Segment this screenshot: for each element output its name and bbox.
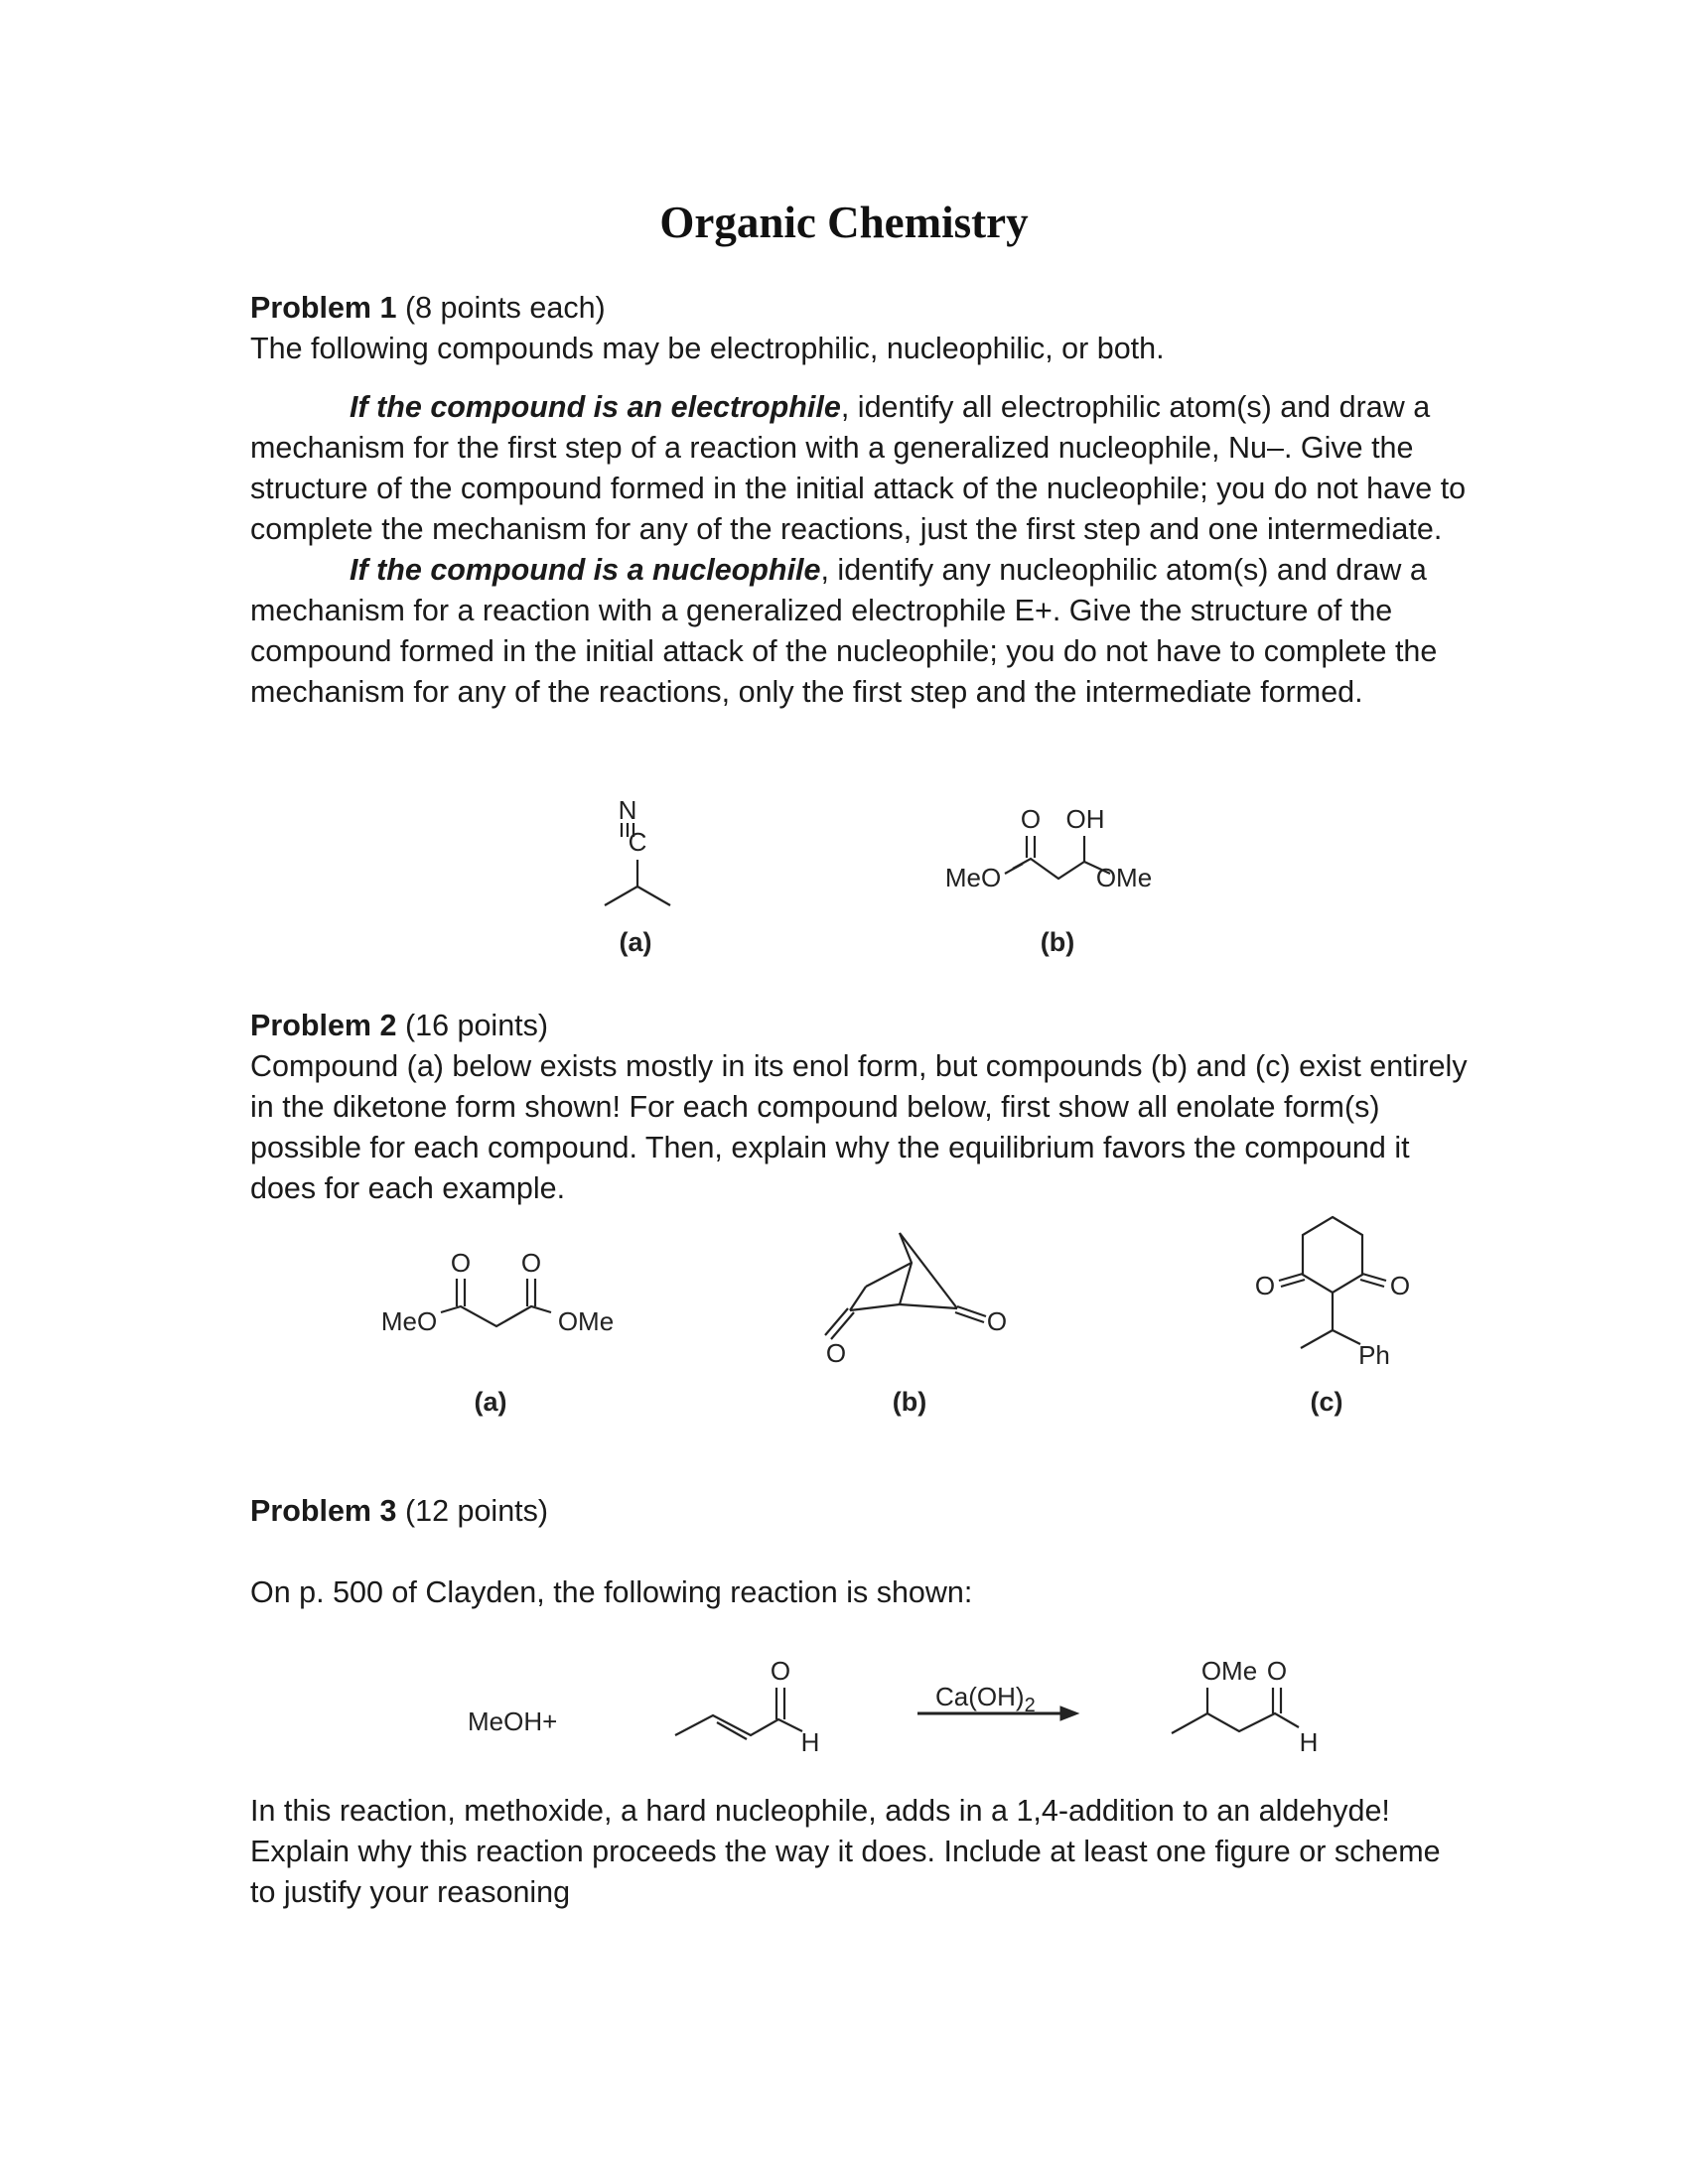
caption-1b: (b) (1040, 927, 1075, 957)
problem-2-body: Compound (a) below exists mostly in its enol form, but compounds (b) and (c) exist entirely in the diketone form shown! For each compound below, first show all enolate form(s) possible for each compound. Then, explain why the equilibrium favors the compound it does for each example. (250, 1049, 1468, 1205)
atom-o-left: O (1254, 1271, 1276, 1300)
atom-c: C (628, 827, 647, 857)
condition-main: Ca(OH) (935, 1682, 1025, 1711)
problem-3-points: (12 points) (404, 1494, 549, 1528)
problem-3-body: In this reaction, methoxide, a hard nucleophile, adds in a 1,4-addition to an aldehyde! Explain why this reaction proceeds the way it does. Include at least one figure or scheme to justify your reasoning (250, 1794, 1441, 1909)
atom-o-left: O (450, 1248, 472, 1278)
problem-2-heading: Problem 2 (250, 1009, 397, 1042)
atom-o: O (1020, 804, 1042, 834)
atom-o-right: O (986, 1306, 1008, 1336)
reactant-crotonaldehyde (675, 1656, 819, 1757)
caption-2b: (b) (892, 1387, 927, 1417)
atom-o-right: O (1389, 1271, 1411, 1300)
problem-1-heading: Problem 1 (250, 291, 397, 325)
reactant-atom-h: H (800, 1727, 820, 1757)
product-atom-o: O (1266, 1656, 1288, 1686)
condition-subscript: 2 (1024, 1695, 1036, 1716)
electrophile-text: , identify all electrophilic atom(s) and draw a mechanism for the first step of a reaction with a generalized nucleophile, Nu–. Give the structure of the compound formed in the initial attack of the nucleophile; you do not have to complete the mechanism for any of the reactions, just the first step and one intermediate. (250, 390, 1467, 546)
product (1172, 1656, 1318, 1757)
reagent-meoh: MeOH+ (468, 1706, 558, 1736)
atom-meo: MeO (380, 1306, 438, 1336)
electrophile-lead: If the compound is an electrophile (350, 390, 841, 424)
atom-n: N (618, 795, 637, 825)
problem-3-heading: Problem 3 (250, 1494, 397, 1528)
atom-oh: OH (1065, 804, 1105, 834)
page-title: Organic Chemistry (659, 198, 1029, 247)
problem-3-intro: On p. 500 of Clayden, the following reaction is shown: (250, 1575, 973, 1609)
reaction-arrow (917, 1682, 1078, 1720)
atom-o-left: O (825, 1338, 847, 1368)
problem-1-intro: The following compounds may be electrophilic, nucleophilic, or both. (250, 332, 1165, 365)
product-atom-h: H (1299, 1727, 1319, 1757)
nucleophile-lead: If the compound is a nucleophile (350, 553, 821, 587)
reactant-atom-o: O (770, 1656, 791, 1686)
caption-2a: (a) (474, 1387, 507, 1417)
atom-o-right: O (520, 1248, 542, 1278)
nucleophile-text: , identify any nucleophilic atom(s) and draw a mechanism for a reaction with a generalized electrophile E+. Give the structure of the compound formed in the initial attack of the nucleophile; you do not have to complete the mechanism for any of the reactions, only the first step and the intermediate formed. (250, 553, 1438, 709)
problem-3-body-block (250, 1791, 1472, 1913)
caption-1a: (a) (619, 927, 652, 957)
product-atom-ome: OMe (1200, 1656, 1258, 1686)
problem-2-points: (16 points) (404, 1009, 549, 1042)
problem-1-points: (8 points each) (404, 291, 606, 325)
reaction-condition (935, 1682, 1036, 1716)
atom-meo: MeO (944, 863, 1002, 892)
atom-ome: OMe (557, 1306, 615, 1336)
caption-2c: (c) (1310, 1387, 1343, 1417)
atom-ph: Ph (1358, 1340, 1390, 1370)
atom-ome: OMe (1095, 863, 1153, 892)
